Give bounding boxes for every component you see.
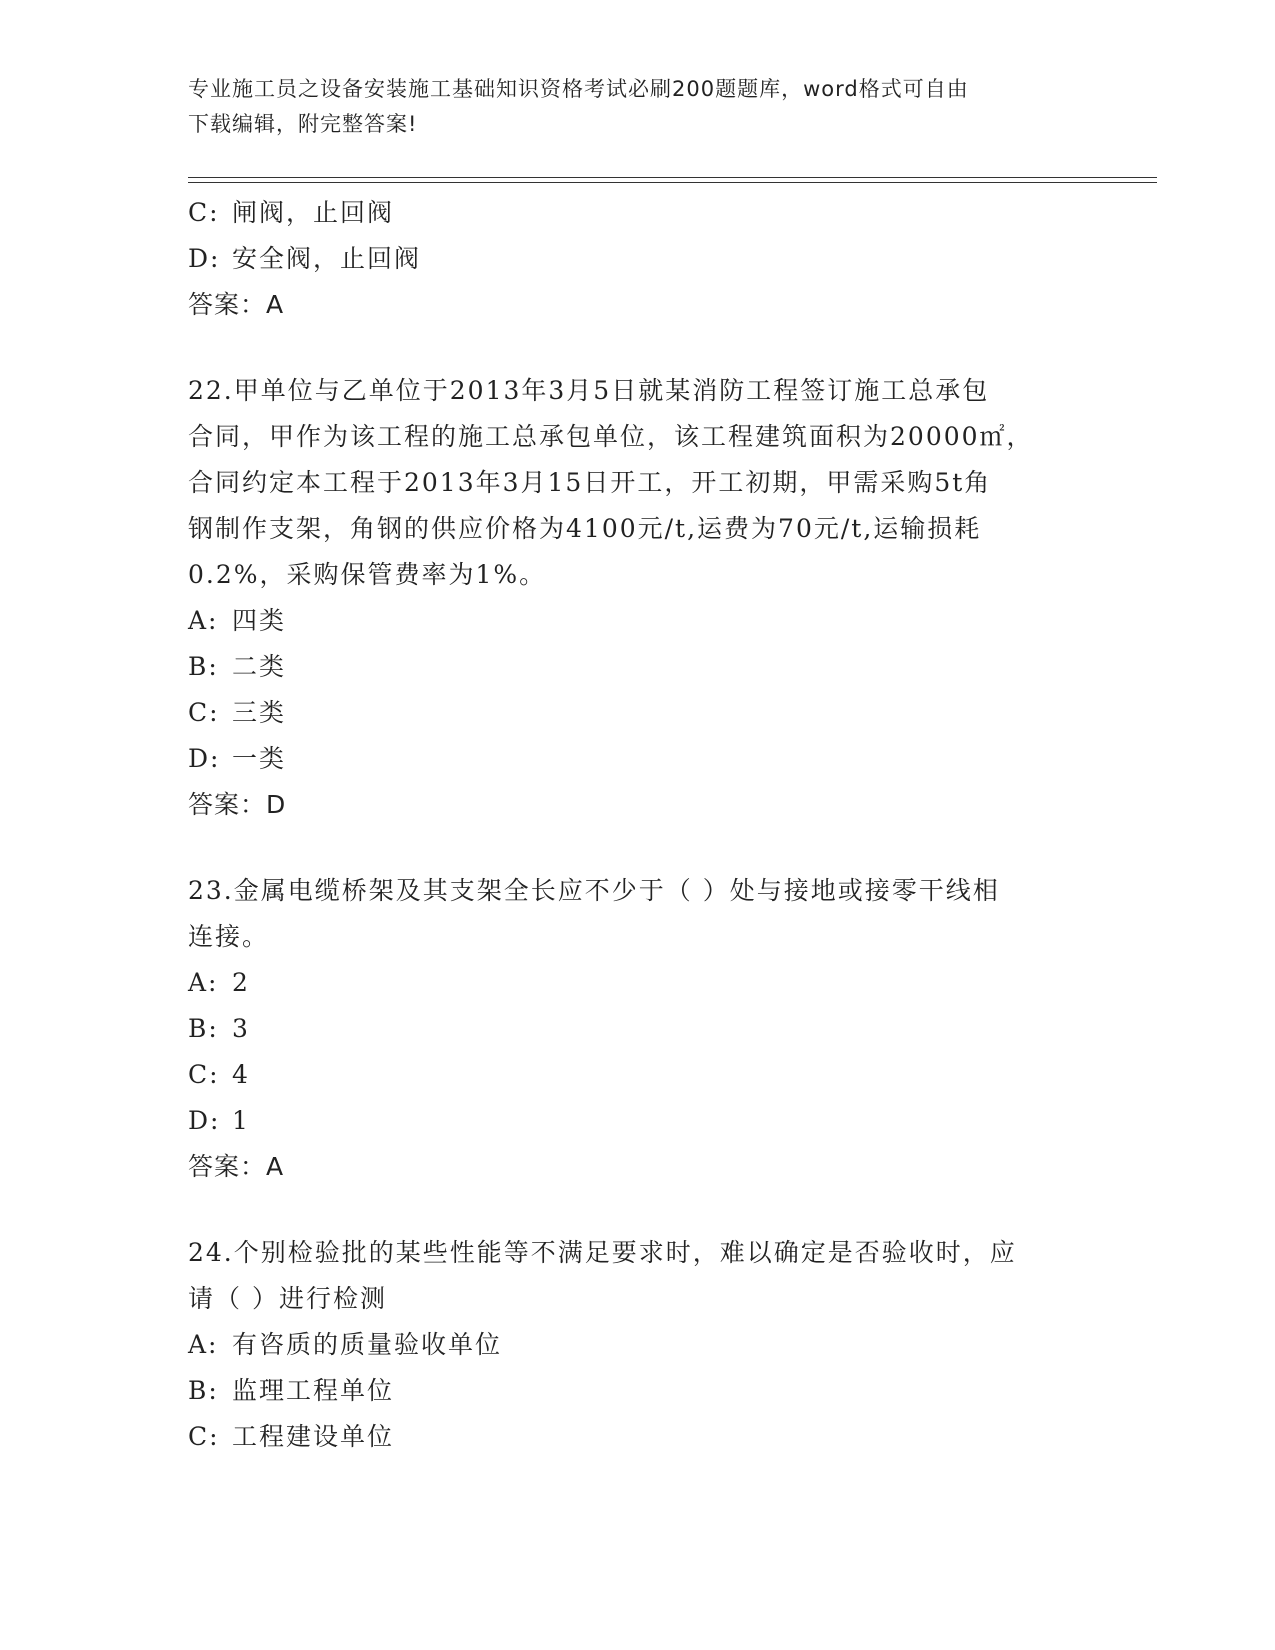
option-b [188, 1368, 1088, 1414]
option-d [188, 1098, 1088, 1144]
question-stem-line: 23.金属电缆桥架及其支架全长应不少于（ ）处与接地或接零干线相 [188, 876, 1000, 905]
question-23 [188, 868, 1088, 1190]
document-body [188, 190, 1088, 1460]
option-b [188, 1006, 1088, 1052]
option-text: 4 [232, 1060, 250, 1089]
option-key: C: [188, 698, 220, 727]
question-stem-line: 合同约定本工程于2013年3月15日开工，开工初期，甲需采购5t角 [188, 468, 992, 497]
question-21-tail [188, 190, 1088, 328]
question-stem-line: 22.甲单位与乙单位于2013年3月5日就某消防工程签订施工总承包 [188, 376, 990, 405]
answer-line: 答案：A [188, 290, 285, 319]
option-key: A: [188, 606, 219, 635]
header-title-line-1: 专业施工员之设备安装施工基础知识资格考试必刷200题题库，word格式可自由 [188, 77, 969, 101]
answer-line: 答案：D [188, 790, 287, 819]
option-text: 有咨质的质量验收单位 [232, 1330, 503, 1359]
option-c [188, 1414, 1088, 1460]
option-a [188, 1322, 1088, 1368]
question-stem-line: 0.2%，采购保管费率为1%。 [188, 560, 547, 589]
option-text: 一类 [232, 744, 287, 773]
option-text: 监理工程单位 [232, 1376, 395, 1405]
question-stem-line: 合同，甲作为该工程的施工总承包单位，该工程建筑面积为20000㎡， [188, 422, 1034, 451]
header-rule-bottom [188, 182, 1157, 183]
option-key: D: [188, 744, 221, 773]
header-title-line-2: 下载编辑，附完整答案! [188, 112, 418, 136]
option-key: A: [188, 1330, 219, 1359]
option-text: 2 [232, 968, 250, 997]
spacer [188, 328, 1088, 368]
option-key: D: [188, 1106, 221, 1135]
option-c [188, 690, 1088, 736]
option-key: B: [188, 1376, 219, 1405]
option-key: C: [188, 1060, 220, 1089]
option-key: D: [188, 244, 221, 273]
option-c [188, 1052, 1088, 1098]
option-text: 二类 [232, 652, 287, 681]
option-text: 工程建设单位 [232, 1422, 395, 1451]
option-key: A: [188, 968, 219, 997]
option-text: 三类 [232, 698, 287, 727]
document-header [188, 72, 1068, 142]
spacer [188, 1190, 1088, 1230]
question-stem-line: 24.个别检验批的某些性能等不满足要求时，难以确定是否验收时，应 [188, 1238, 1017, 1267]
option-d [188, 736, 1088, 782]
option-text: 安全阀，止回阀 [232, 244, 422, 273]
header-rule-top [188, 177, 1157, 178]
question-24 [188, 1230, 1088, 1460]
option-key: B: [188, 1014, 219, 1043]
option-text: 闸阀，止回阀 [232, 198, 395, 227]
spacer [188, 828, 1088, 868]
answer-line: 答案：A [188, 1152, 285, 1181]
option-d [188, 236, 1088, 282]
question-22 [188, 368, 1088, 828]
question-stem-line: 钢制作支架，角钢的供应价格为4100元/t,运费为70元/t,运输损耗 [188, 514, 982, 543]
option-text: 3 [232, 1014, 250, 1043]
option-c [188, 190, 1088, 236]
option-key: C: [188, 1422, 220, 1451]
option-a [188, 960, 1088, 1006]
option-b [188, 644, 1088, 690]
option-text: 四类 [232, 606, 287, 635]
question-stem-line: 请（ ）进行检测 [188, 1284, 387, 1313]
option-key: C: [188, 198, 220, 227]
option-text: 1 [232, 1106, 250, 1135]
option-key: B: [188, 652, 219, 681]
question-stem-line: 连接。 [188, 922, 270, 951]
option-a [188, 598, 1088, 644]
